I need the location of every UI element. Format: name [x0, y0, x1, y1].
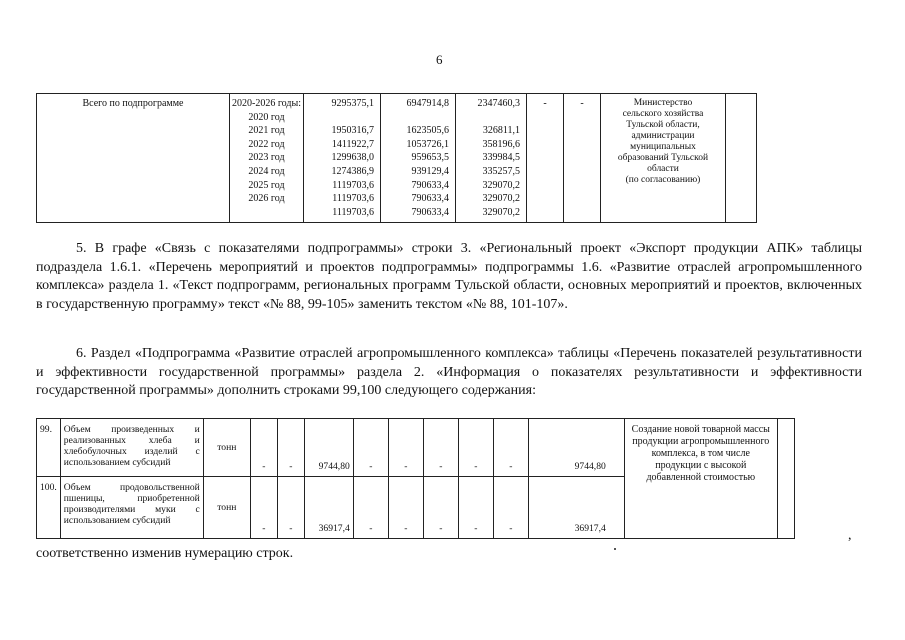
total-value: 1299638,0 [331, 152, 374, 164]
total-value [306, 111, 374, 125]
dash-cell: - [277, 419, 304, 477]
paragraph-5 [36, 240, 862, 314]
total-value: 1119703,6 [332, 193, 374, 205]
dash-cell: - [526, 94, 563, 223]
trailing-comma: , [848, 528, 852, 543]
final-value-cell: 9744,80 [528, 419, 624, 477]
regional-value: 329070,2 [482, 179, 520, 191]
executor-line: области [647, 164, 679, 174]
regional-column [455, 94, 526, 223]
table-row [37, 419, 795, 477]
year-2021: 2021 год [248, 125, 285, 137]
total-value: 1411922,7 [331, 138, 374, 150]
year-2023: 2023 год [248, 152, 285, 164]
dash-cell: - [458, 477, 493, 539]
unit-cell: тонн [203, 419, 250, 477]
regional-value: 339984,5 [482, 152, 520, 164]
year-2025: 2025 год [248, 179, 285, 191]
table-row [37, 94, 757, 223]
federal-column [380, 94, 455, 223]
federal-value: 790633,4 [411, 179, 449, 191]
row-label: Всего по подпрограмме [37, 94, 230, 223]
dash-cell: - [423, 419, 458, 477]
total-value: 1274386,9 [331, 165, 374, 177]
paragraph-5-text: 5. В графе «Связь с показателями подпрограммы» строки 3. «Региональный проект «Экспорт продукции АПК» таблицы подраздела 1.6.1. «Перечень мероприятий и проектов подпрограммы» подпрограммы 1.6. «Развитие отраслей агропромышленного комплекса» раздела 1. «Текст подпрограмм, региональных программ Тульской области, основных мероприятий и проектов, включенных в государственную программу» текст «№ 88, 99-105» заменить текстом «№ 88, 101-107». [36, 241, 862, 312]
year-range: 2020-2026 годы: [232, 98, 301, 109]
executor-line: образований Тульской [617, 153, 709, 163]
regional-value: 335257,5 [482, 165, 520, 177]
executor-cell [600, 94, 725, 223]
dash-cell: - [458, 419, 493, 477]
regional-value: 329070,2 [482, 193, 520, 205]
result-cell: Создание новой товарной массы продукции агропромышленного комплекса, в том числе продукции с высокой добавленной стоимостью [624, 419, 777, 539]
subprogram-total-table [36, 93, 757, 223]
indicator-description: Объем продовольственной пшеницы, приобретенной производителями муки с использованием субсидий [60, 477, 203, 539]
federal-value [383, 111, 449, 125]
federal-value: 790633,4 [411, 206, 449, 218]
dash-cell: - [277, 477, 304, 539]
indicator-description: Объем произведенных и реализованных хлеба и хлебобулочных изделий с использованием субсидий [60, 419, 203, 477]
year-2020: 2020 год [248, 111, 285, 123]
year-2024: 2024 год [248, 165, 285, 177]
dash-cell: - [563, 94, 600, 223]
paragraph-6 [36, 345, 862, 401]
federal-value: 939129,4 [411, 165, 449, 177]
executor-line: администрации [631, 131, 695, 141]
dash-cell: - [250, 419, 277, 477]
empty-cell [725, 94, 756, 223]
total-value: 9295375,1 [331, 98, 374, 109]
regional-value: 329070,2 [482, 206, 520, 218]
empty-cell [777, 419, 794, 539]
total-value: 1119703,6 [332, 179, 374, 191]
federal-value: 1053726,1 [406, 138, 449, 150]
dash-cell: - [250, 477, 277, 539]
value-cell: 9744,80 [304, 419, 353, 477]
dash-cell: - [423, 477, 458, 539]
federal-value: 790633,4 [411, 193, 449, 205]
regional-value: 2347460,3 [477, 98, 520, 109]
year-2026: 2026 год [248, 193, 285, 205]
regional-value: 358196,6 [482, 138, 520, 150]
executor-line: (по согласованию) [625, 175, 701, 185]
executor-line: сельского хозяйства [622, 109, 704, 119]
unit-cell: тонн [203, 477, 250, 539]
federal-value: 959653,5 [411, 152, 449, 164]
dash-cell: - [388, 419, 423, 477]
scan-speck [614, 548, 616, 550]
federal-value: 6947914,8 [406, 98, 449, 109]
dash-cell: - [353, 419, 388, 477]
paragraph-6-text: 6. Раздел «Подпрограмма «Развитие отраслей агропромышленного комплекса» таблицы «Перечень показателей результативности и эффективности государственной программы» раздела 2. «Информация о показателях результативности и эффективности государственной программы» дополнить строками 99,100 следующего содержания: [36, 346, 862, 399]
row-number: 99. [37, 419, 61, 477]
executor-line: муниципальных [630, 142, 696, 152]
closing-sentence: соответственно изменив нумерацию строк. [36, 546, 294, 561]
years-column [230, 94, 304, 223]
page-number: 6 [436, 52, 443, 67]
executor-line: Министерство [633, 98, 693, 108]
dash-cell: - [493, 419, 528, 477]
indicators-table [36, 418, 795, 539]
value-cell: 36917,4 [304, 477, 353, 539]
year-2022: 2022 год [248, 138, 285, 150]
regional-value [458, 111, 520, 125]
federal-value: 1623505,6 [406, 125, 449, 137]
dash-cell: - [388, 477, 423, 539]
final-value-cell: 36917,4 [528, 477, 624, 539]
total-column [303, 94, 380, 223]
total-value: 1119703,6 [332, 206, 374, 218]
total-value: 1950316,7 [331, 125, 374, 137]
dash-cell: - [353, 477, 388, 539]
dash-cell: - [493, 477, 528, 539]
executor-line: Тульской области, [626, 120, 700, 130]
regional-value: 326811,1 [482, 125, 520, 137]
row-number: 100. [37, 477, 61, 539]
